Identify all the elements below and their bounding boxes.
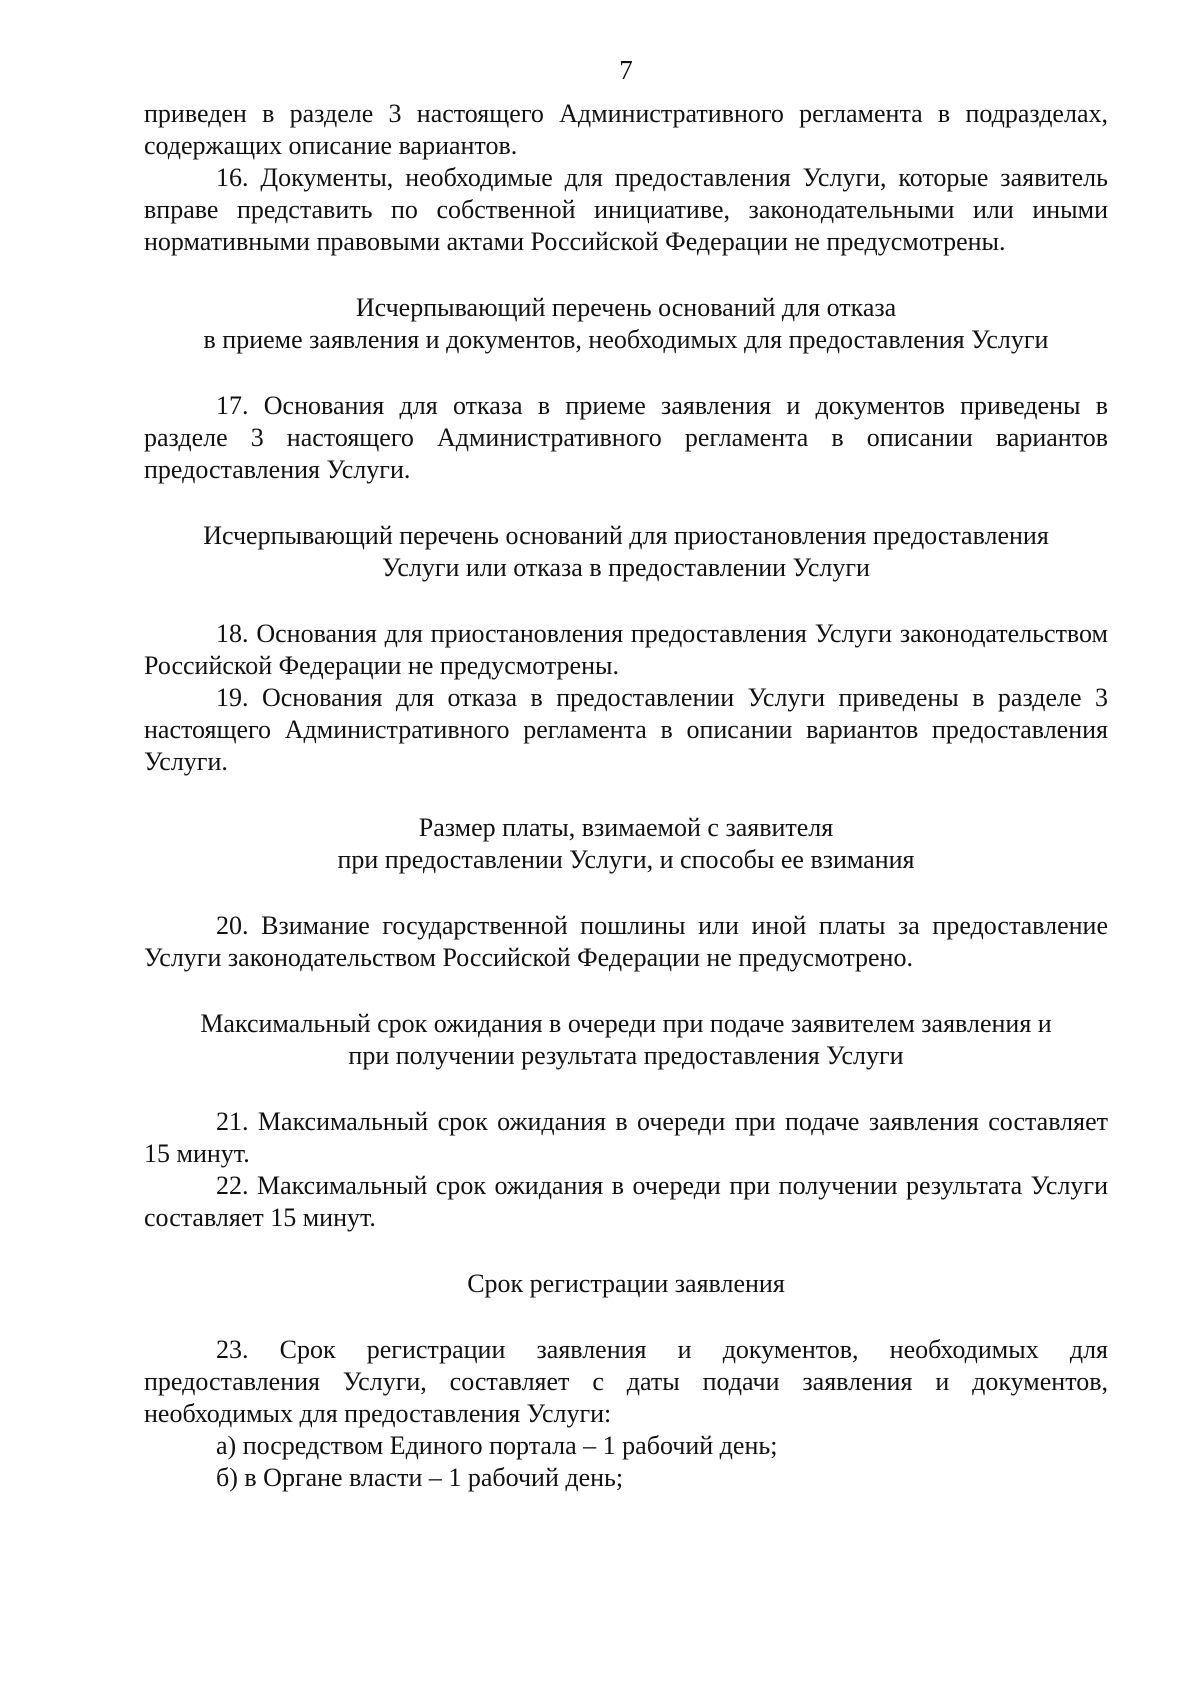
heading-line: Услуги или отказа в предоставлении Услуги [382,553,870,582]
paragraph-intro: приведен в разделе 3 настоящего Административного регламента в подразделах, содержащих описание вариантов. [144,99,1108,160]
heading-line: Исчерпывающий перечень оснований для отказа [355,293,897,322]
page-number: 7 [619,55,633,85]
heading-line: Срок регистрации заявления [467,1269,785,1298]
section-heading-refusal-acceptance [144,292,1108,356]
heading-line: при предоставлении Услуги, и способы ее взимания [337,845,915,874]
paragraph-16: 16. Документы, необходимые для предоставления Услуги, которые заявитель вправе представить по собственной инициативе, законодательными или иными нормативными правовыми актами Российской Федерации не предусмотрены. [144,163,1108,256]
paragraph-22: 22. Максимальный срок ожидания в очереди при получении результата Услуги составляет 15 минут. [144,1171,1108,1232]
list-item-a: а) посредством Единого портала – 1 рабочий день; [216,1431,778,1460]
section-heading-fee [144,812,1108,876]
heading-line: Размер платы, взимаемой с заявителя [418,813,834,842]
heading-line: при получении результата предоставления Услуги [348,1041,904,1070]
paragraph-17: 17. Основания для отказа в приеме заявления и документов приведены в разделе 3 настоящего Административного регламента в описании вариантов предоставления Услуги. [144,391,1108,484]
heading-line: Максимальный срок ожидания в очереди при подаче заявителем заявления и [200,1009,1052,1038]
paragraph-20: 20. Взимание государственной пошлины или иной платы за предоставление Услуги законодательством Российской Федерации не предусмотрено. [144,911,1108,972]
section-heading-queue-time [144,1008,1108,1072]
heading-line: Исчерпывающий перечень оснований для приостановления предоставления [203,521,1049,550]
paragraph-19: 19. Основания для отказа в предоставлении Услуги приведены в разделе 3 настоящего Административного регламента в описании вариантов предоставления Услуги. [144,683,1108,776]
section-heading-suspension-refusal [144,520,1108,584]
section-heading-registration [144,1268,1108,1300]
list-item-b: б) в Органе власти – 1 рабочий день; [216,1463,624,1492]
heading-line: в приеме заявления и документов, необходимых для предоставления Услуги [203,325,1049,354]
paragraph-23: 23. Срок регистрации заявления и документов, необходимых для предоставления Услуги, составляет с даты подачи заявления и документов, необходимых для предоставления Услуги: [144,1335,1108,1428]
paragraph-18: 18. Основания для приостановления предоставления Услуги законодательством Российской Федерации не предусмотрены. [144,619,1108,680]
paragraph-21: 21. Максимальный срок ожидания в очереди при подаче заявления составляет 15 минут. [144,1107,1108,1168]
